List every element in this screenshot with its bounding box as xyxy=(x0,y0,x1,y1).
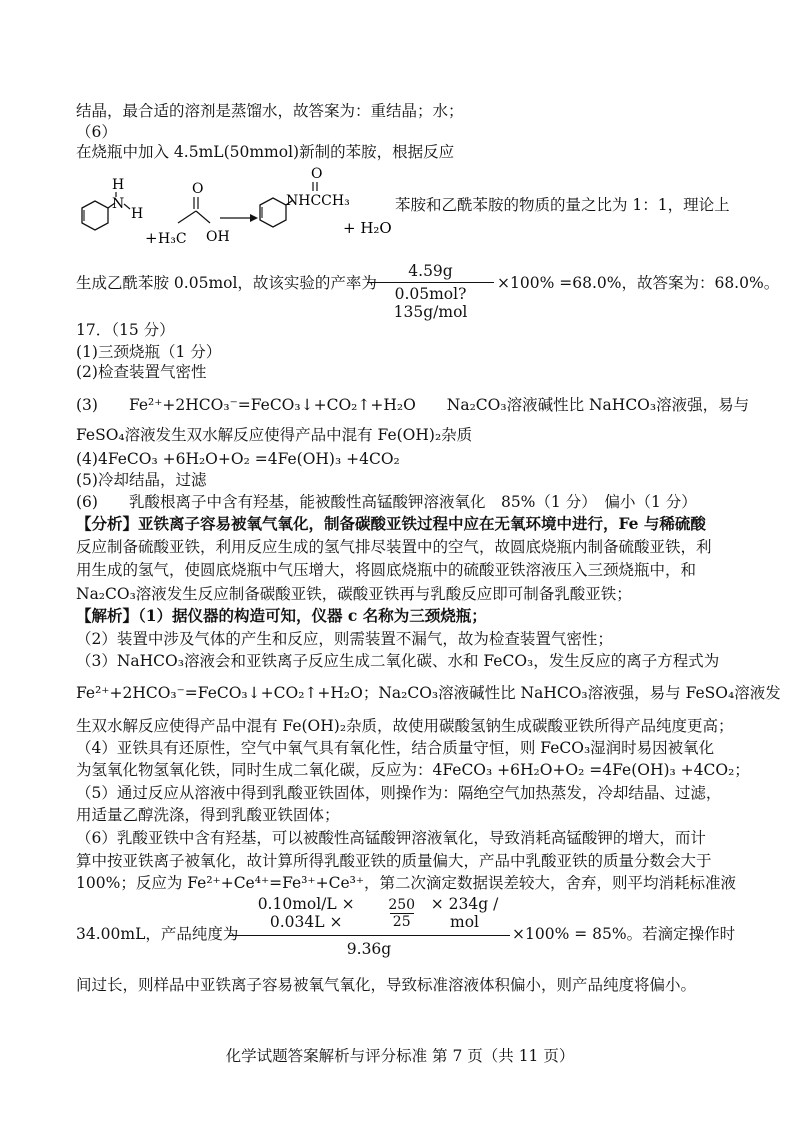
acetic-o: O xyxy=(192,181,204,197)
acetanilide-o: O xyxy=(311,166,323,182)
acetanilide-ring xyxy=(260,198,286,227)
text-line: 反应制备硫酸亚铁，利用反应生成的氢气排尽装置中的空气，故圆底烧瓶内制备硫酸亚铁，利 xyxy=(76,538,712,556)
text-line: (3) Fe²⁺+2HCO₃⁻=FeCO₃↓+CO₂↑+H₂O Na₂CO₃溶液碱性比 NaHCO₃溶液强，易与 xyxy=(76,396,750,414)
fraction-denominator: 9.36g xyxy=(346,940,392,958)
yield-fraction xyxy=(367,262,494,321)
purity-fraction xyxy=(228,893,510,958)
text-line: 用生成的氢气，使圆底烧瓶中气压增大，将圆底烧瓶中的硫酸亚铁溶液压入三颈烧瓶中，和 xyxy=(76,561,697,579)
text-line: (4)4FeCO₃ +6H₂O+O₂ =4Fe(OH)₃ +4CO₂ xyxy=(76,450,400,468)
reaction-scheme xyxy=(60,163,400,253)
text-line: （4）亚铁具有还原性，空气中氧气具有氧化性，结合质量守恒，则 FeCO₃湿润时易因被氧化 xyxy=(76,739,715,757)
aniline-h-side: H xyxy=(131,206,144,222)
text-line: （2）装置中涉及气体的产生和反应，则需装置不漏气，故为检查装置气密性； xyxy=(76,630,613,648)
text-line: (2)检查装置气密性 xyxy=(76,363,207,381)
acetanilide-chain: NHCCH₃ xyxy=(286,193,350,209)
text-line: （6） xyxy=(76,123,117,141)
text-line: （3）NaHCO₃溶液会和亚铁离子反应生成二氧化碳、水和 FeCO₃，发生反应的离子方程式为 xyxy=(76,652,720,670)
fraction-denominator: 0.05mol? 135g/mol xyxy=(393,285,468,321)
solution-line: 【解析】（1）据仪器的构造可知，仪器 c 名称为三颈烧瓶； xyxy=(76,606,487,625)
text-line: (1)三颈烧瓶（1 分） xyxy=(76,343,222,361)
question-heading: 17．（15 分） xyxy=(76,321,175,339)
text-line: 用适量乙醇洗涤，得到乳酸亚铁固体； xyxy=(76,806,340,824)
acetic-oh: OH xyxy=(206,229,230,245)
water-product: + H₂O xyxy=(343,219,392,237)
plus-sign: + xyxy=(145,229,158,247)
text-line: 在烧瓶中加入 4.5mL(50mmol)新制的苯胺，根据反应 xyxy=(76,143,455,161)
text-line: ×100% =68.0%，故答案为：68.0%。 xyxy=(497,274,780,292)
fraction-numerator-b: × 234g / mol xyxy=(430,895,499,931)
inner-denominator: 25 xyxy=(392,913,411,930)
text-line: 间过长，则样品中亚铁离子容易被氧气氧化，导致标准溶液体积偏小，则产品纯度将偏小。 xyxy=(76,976,697,994)
aniline-n: N xyxy=(112,196,125,212)
aniline-ring xyxy=(82,201,108,230)
text-line: Fe²⁺+2HCO₃⁻=FeCO₃↓+CO₂↑+H₂O；Na₂CO₃溶液碱性比 NaHCO₃溶液强，易与 FeSO₄溶液发 xyxy=(76,684,781,702)
text-line: 算中按亚铁离子被氧化，故计算所得乳酸亚铁的质量偏大，产品中乳酸亚铁的质量分数会大于 xyxy=(76,852,712,870)
text-line: ×100% = 85%。若滴定操作时 xyxy=(512,925,736,943)
text-line: (6) 乳酸根离子中含有羟基，能被酸性高锰酸钾溶液氧化 85%（1 分） 偏小（1 分） xyxy=(76,493,697,511)
text-line: 为氢氧化物氢氧化铁，同时生成二氧化碳，反应为：4FeCO₃ +6H₂O+O₂ =4Fe(OH)₃ +4CO₂； xyxy=(76,761,750,779)
text-line: Na₂CO₃溶液发生反应制备碳酸亚铁，碳酸亚铁再与乳酸反应即可制备乳酸亚铁； xyxy=(76,585,632,603)
fraction-numerator: 4.59g xyxy=(408,262,453,280)
text-line: FeSO₄溶液发生双水解反应使得产品中混有 Fe(OH)₂杂质 xyxy=(76,426,473,444)
text-line: 苯胺和乙酰苯胺的物质的量之比为 1：1，理论上 xyxy=(395,196,730,214)
aniline-h-top: H xyxy=(112,177,125,193)
text-line: （5）通过反应从溶液中得到乳酸亚铁固体，则操作为：隔绝空气加热蒸发，冷却结晶、过滤， xyxy=(76,784,722,802)
text-line: 结晶，最合适的溶剂是蒸馏水，故答案为：重结晶；水； xyxy=(76,102,464,120)
page-footer: 化学试题答案解析与评分标准 第 7 页（共 11 页） xyxy=(225,1047,575,1065)
inner-numerator: 250 xyxy=(388,896,416,913)
text-line: （6）乳酸亚铁中含有羟基，可以被酸性高锰酸钾溶液氧化，导致消耗高锰酸钾的增大，而计 xyxy=(76,829,706,847)
analysis-line: 【分析】亚铁离子容易被氧气氧化，制备碳酸亚铁过程中应在无氧环境中进行，Fe 与稀硫酸 xyxy=(76,514,706,533)
text-line: 100%；反应为 Fe²⁺+Ce⁴⁺=Fe³⁺+Ce³⁺，第二次滴定数据误差较大，舍弃，则平均消耗标准液 xyxy=(76,874,737,892)
text-line: 生双水解反应使得产品中混有 Fe(OH)₂杂质，故使用碳酸氢钠生成碳酸亚铁所得产品纯度更高； xyxy=(76,717,734,735)
text-line: 生成乙酰苯胺 0.05mol，故该实验的产率为 xyxy=(76,274,377,292)
acetic-h3c: H₃C xyxy=(158,231,187,247)
fraction-numerator-a: 0.10mol/L × 0.034L × xyxy=(257,895,355,931)
text-line: 34.00mL，产品纯度为 xyxy=(76,925,239,943)
text-line: (5)冷却结晶，过滤 xyxy=(76,471,207,489)
